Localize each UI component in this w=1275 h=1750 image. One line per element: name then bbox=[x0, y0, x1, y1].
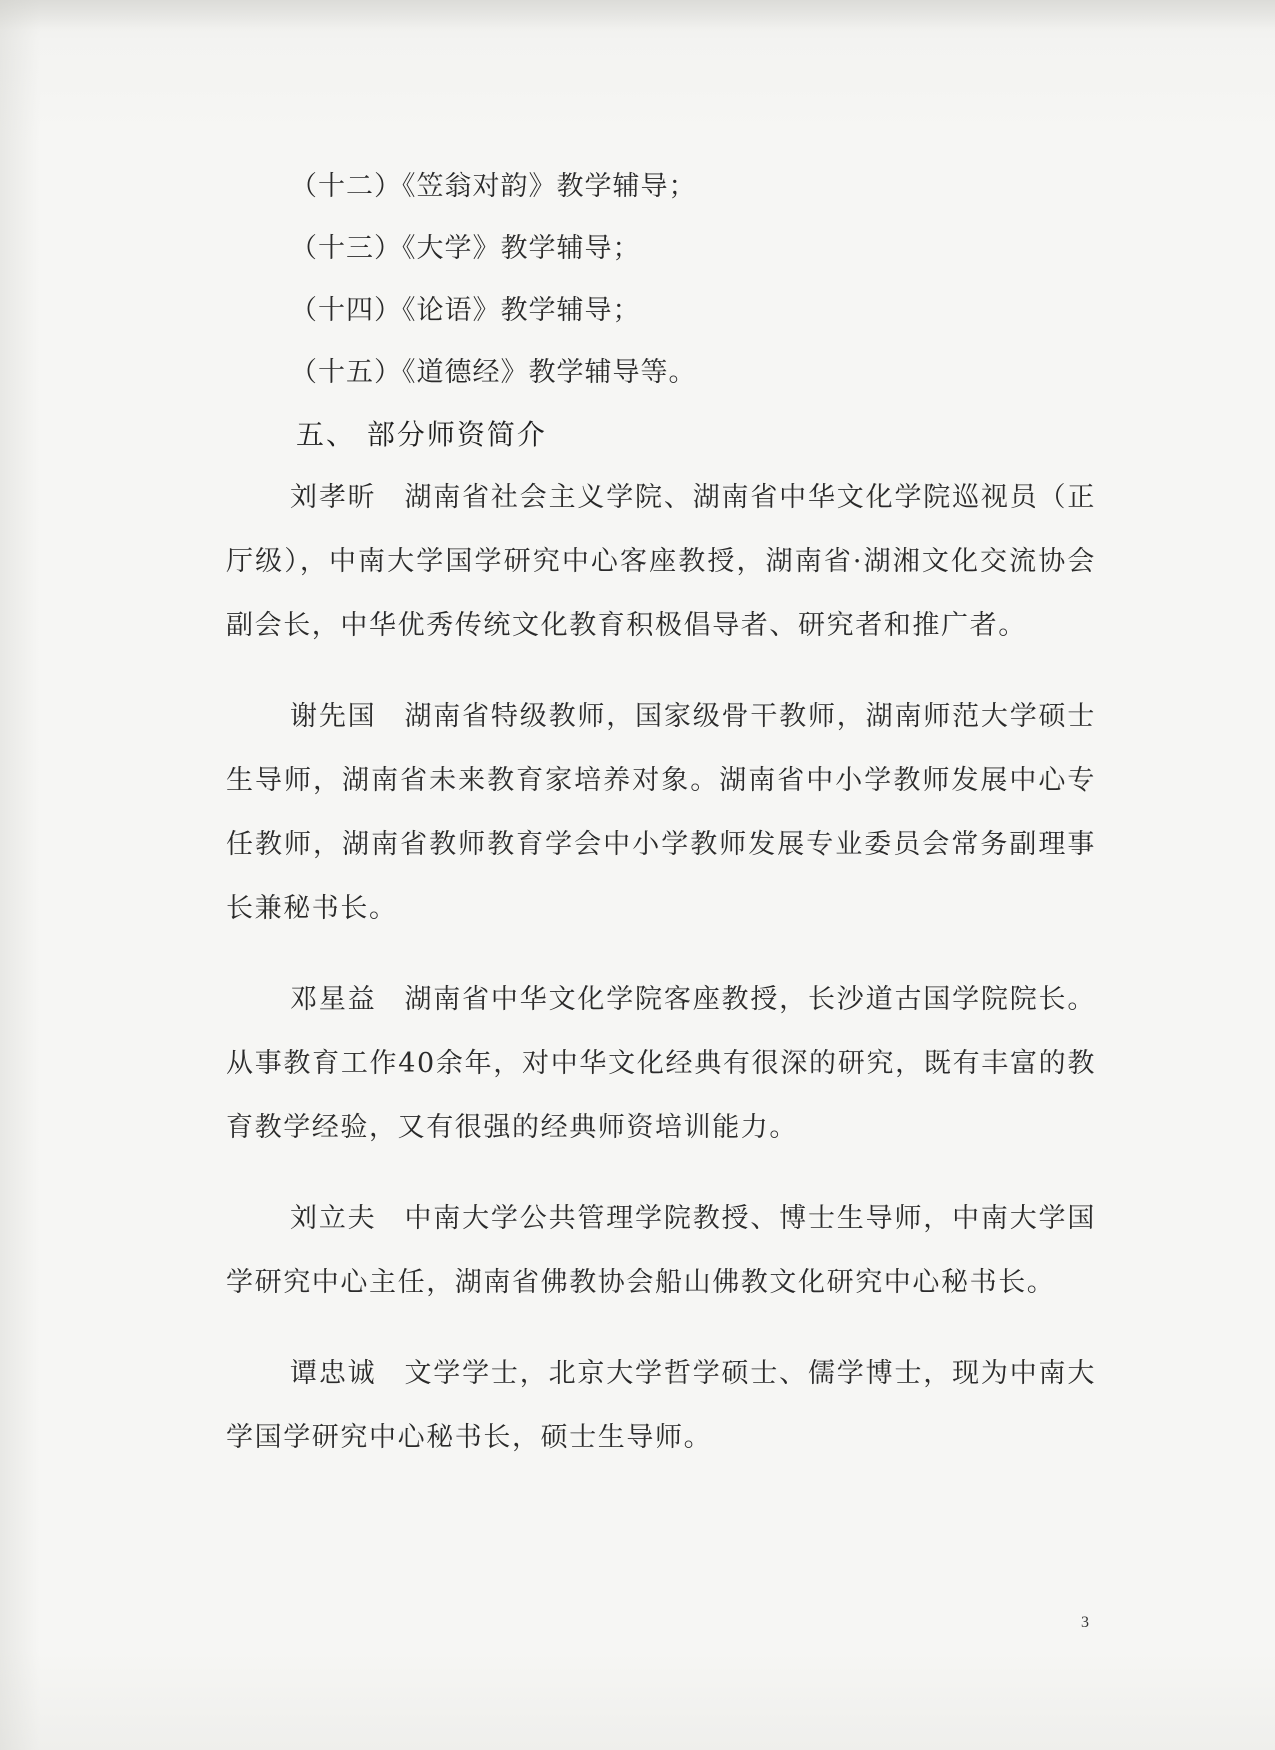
teacher-bio bbox=[226, 1342, 1096, 1470]
page-number: 3 bbox=[1081, 1614, 1089, 1631]
scan-shadow-left bbox=[0, 0, 40, 1750]
teacher-bio bbox=[226, 685, 1096, 941]
teacher-name: 邓星益 bbox=[290, 984, 377, 1015]
teacher-description: 中南大学公共管理学院教授、博士生导师，中南大学国学研究中心主任，湖南省佛教协会船山佛教文化研究中心秘书长。 bbox=[226, 1203, 1096, 1298]
teacher-description: 文学学士，北京大学哲学硕士、儒学博士，现为中南大学国学研究中心秘书长，硕士生导师。 bbox=[226, 1358, 1096, 1453]
teacher-bio bbox=[226, 1187, 1096, 1315]
teacher-description: 湖南省特级教师，国家级骨干教师，湖南师范大学硕士生导师，湖南省未来教育家培养对象。湖南省中小学教师发展中心专任教师，湖南省教师教育学会中小学教师发展专业委员会常务副理事长兼秘书长。 bbox=[226, 701, 1096, 924]
teacher-name: 刘孝昕 bbox=[290, 482, 377, 513]
course-list-item: （十五）《道德经》教学辅导等。 bbox=[290, 357, 697, 388]
teacher-name: 刘立夫 bbox=[290, 1203, 377, 1234]
teacher-description: 湖南省社会主义学院、湖南省中华文化学院巡视员（正厅级），中南大学国学研究中心客座教授，湖南省·湖湘文化交流协会副会长，中华优秀传统文化教育积极倡导者、研究者和推广者。 bbox=[226, 482, 1096, 641]
scan-shadow-top bbox=[0, 0, 1275, 30]
course-list-item: （十三）《大学》教学辅导； bbox=[290, 233, 641, 264]
course-list-item: （十四）《论语》教学辅导； bbox=[290, 295, 641, 326]
teacher-bio bbox=[226, 968, 1096, 1160]
course-list-item: （十二）《笠翁对韵》教学辅导； bbox=[290, 171, 697, 202]
teacher-name: 谭忠诚 bbox=[290, 1358, 377, 1389]
teacher-name: 谢先国 bbox=[290, 701, 377, 732]
teacher-description: 湖南省中华文化学院客座教授，长沙道古国学院院长。从事教育工作40余年，对中华文化经典有很深的研究，既有丰富的教育教学经验，又有很强的经典师资培训能力。 bbox=[226, 984, 1096, 1143]
section-heading: 五、 部分师资简介 bbox=[296, 418, 547, 451]
teacher-bio bbox=[226, 466, 1096, 658]
document-body bbox=[226, 156, 1096, 1472]
